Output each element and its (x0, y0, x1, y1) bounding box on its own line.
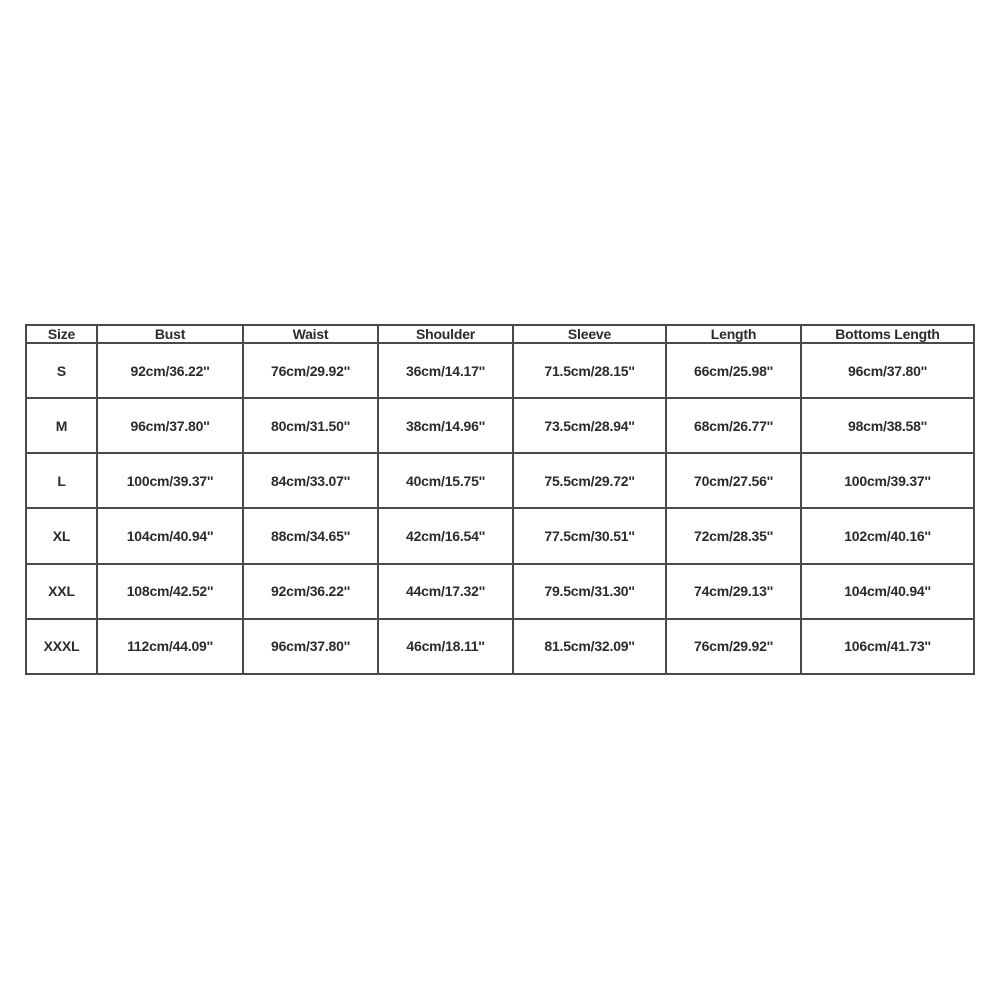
cell-shoulder: 44cm/17.32'' (379, 565, 514, 620)
cell-sleeve: 81.5cm/32.09'' (514, 620, 667, 675)
header-bottoms-length: Bottoms Length (802, 326, 975, 344)
cell-shoulder: 46cm/18.11'' (379, 620, 514, 675)
cell-bust: 92cm/36.22'' (98, 344, 244, 399)
header-size: Size (27, 326, 98, 344)
cell-size: XL (27, 509, 98, 564)
cell-length: 68cm/26.77'' (667, 399, 802, 454)
cell-shoulder: 42cm/16.54'' (379, 509, 514, 564)
cell-bust: 104cm/40.94'' (98, 509, 244, 564)
cell-sleeve: 71.5cm/28.15'' (514, 344, 667, 399)
size-chart-table (25, 324, 975, 675)
cell-length: 74cm/29.13'' (667, 565, 802, 620)
table-row (27, 509, 975, 564)
cell-length: 66cm/25.98'' (667, 344, 802, 399)
table-row (27, 399, 975, 454)
cell-waist: 76cm/29.92'' (244, 344, 379, 399)
cell-shoulder: 40cm/15.75'' (379, 454, 514, 509)
header-bust: Bust (98, 326, 244, 344)
header-length: Length (667, 326, 802, 344)
cell-size: L (27, 454, 98, 509)
cell-length: 72cm/28.35'' (667, 509, 802, 564)
cell-bust: 96cm/37.80'' (98, 399, 244, 454)
header-shoulder: Shoulder (379, 326, 514, 344)
cell-size: M (27, 399, 98, 454)
cell-size: XXXL (27, 620, 98, 675)
cell-sleeve: 73.5cm/28.94'' (514, 399, 667, 454)
cell-bottoms-length: 98cm/38.58'' (802, 399, 975, 454)
cell-shoulder: 36cm/14.17'' (379, 344, 514, 399)
cell-waist: 96cm/37.80'' (244, 620, 379, 675)
table-row (27, 620, 975, 675)
cell-waist: 88cm/34.65'' (244, 509, 379, 564)
cell-bust: 108cm/42.52'' (98, 565, 244, 620)
header-sleeve: Sleeve (514, 326, 667, 344)
table-row (27, 344, 975, 399)
cell-bottoms-length: 96cm/37.80'' (802, 344, 975, 399)
cell-waist: 80cm/31.50'' (244, 399, 379, 454)
cell-sleeve: 77.5cm/30.51'' (514, 509, 667, 564)
table-row (27, 565, 975, 620)
cell-bust: 100cm/39.37'' (98, 454, 244, 509)
header-row (27, 326, 975, 344)
cell-length: 76cm/29.92'' (667, 620, 802, 675)
table-row (27, 454, 975, 509)
cell-shoulder: 38cm/14.96'' (379, 399, 514, 454)
cell-length: 70cm/27.56'' (667, 454, 802, 509)
cell-sleeve: 79.5cm/31.30'' (514, 565, 667, 620)
cell-bottoms-length: 106cm/41.73'' (802, 620, 975, 675)
header-waist: Waist (244, 326, 379, 344)
cell-sleeve: 75.5cm/29.72'' (514, 454, 667, 509)
cell-bottoms-length: 104cm/40.94'' (802, 565, 975, 620)
cell-size: S (27, 344, 98, 399)
size-chart-container (25, 324, 975, 675)
cell-bottoms-length: 102cm/40.16'' (802, 509, 975, 564)
cell-waist: 92cm/36.22'' (244, 565, 379, 620)
cell-size: XXL (27, 565, 98, 620)
cell-waist: 84cm/33.07'' (244, 454, 379, 509)
cell-bottoms-length: 100cm/39.37'' (802, 454, 975, 509)
cell-bust: 112cm/44.09'' (98, 620, 244, 675)
